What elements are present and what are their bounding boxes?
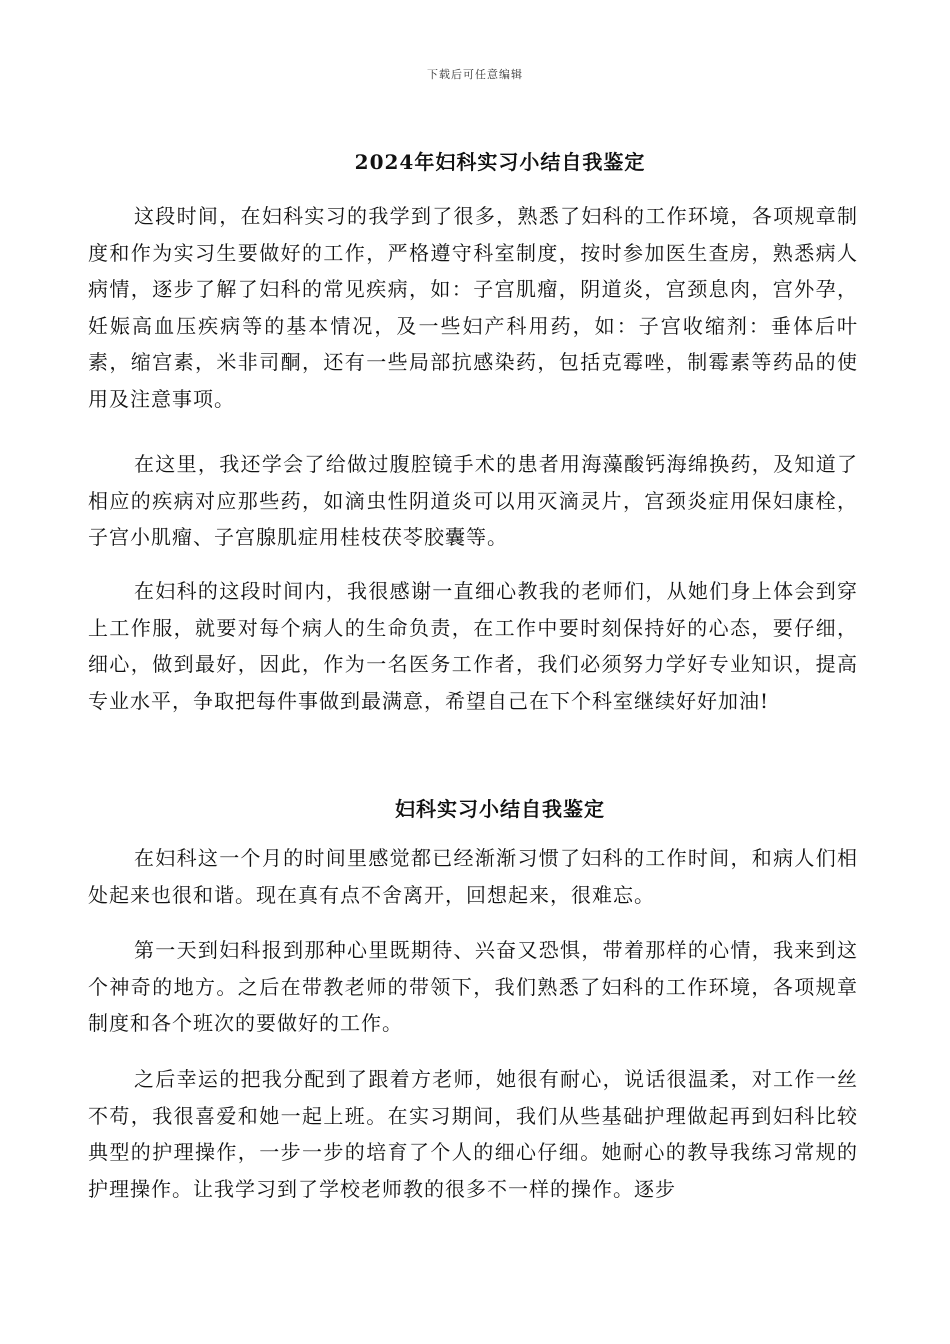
paragraph: 在妇科这一个月的时间里感觉都已经渐渐习惯了妇科的工作时间，和病人们相处起来也很和谐。现在真有点不舍离开，回想起来，很难忘。 <box>88 846 858 907</box>
header-note: 下载后可任意编辑 <box>427 68 523 81</box>
paragraph: 这段时间，在妇科实习的我学到了很多，熟悉了妇科的工作环境，各项规章制度和作为实习生要做好的工作，严格遵守科室制度，按时参加医生查房，熟悉病人病情，逐步了解了妇科的常见疾病，如：子宫肌瘤，阴道炎，宫颈息肉，宫外孕，妊娠高血压疾病等的基本情况，及一些妇产科用药，如：子宫收缩剂：垂体后叶素，缩宫素，米非司酮，还有一些局部抗感染药，包括克霉唑，制霉素等药品的使用及注意事项。 <box>88 204 858 411</box>
paragraph: 第一天到妇科报到那种心里既期待、兴奋又恐惧，带着那样的心情，我来到这个神奇的地方。之后在带教老师的带领下，我们熟悉了妇科的工作环境，各项规章制度和各个班次的要做好的工作。 <box>88 938 858 1035</box>
paragraph: 之后幸运的把我分配到了跟着方老师，她很有耐心，说话很温柔，对工作一丝不苟，我很喜爱和她一起上班。在实习期间，我们从些基础护理做起再到妇科比较典型的护理操作，一步一步的培育了个人的细心仔细。她耐心的教导我练习常规的护理操作。让我学习到了学校老师教的很多不一样的操作。逐步 <box>88 1067 858 1201</box>
document-title: 2024年妇科实习小结自我鉴定 <box>354 150 646 174</box>
paragraph: 在这里，我还学会了给做过腹腔镜手术的患者用海藻酸钙海绵换药，及知道了相应的疾病对应那些药，如滴虫性阴道炎可以用灭滴灵片，宫颈炎症用保妇康栓，子宫小肌瘤、子宫腺肌症用桂枝茯苓胶囊等。 <box>88 452 858 549</box>
paragraph: 在妇科的这段时间内，我很感谢一直细心教我的老师们，从她们身上体会到穿上工作服，就要对每个病人的生命负责，在工作中要时刻保持好的心态，要仔细，细心，做到最好，因此，作为一名医务工作者，我们必须努力学好专业知识，提高专业水平，争取把每件事做到最满意，希望自己在下个科室继续好好加油! <box>88 579 858 713</box>
section-title: 妇科实习小结自我鉴定 <box>395 797 605 821</box>
